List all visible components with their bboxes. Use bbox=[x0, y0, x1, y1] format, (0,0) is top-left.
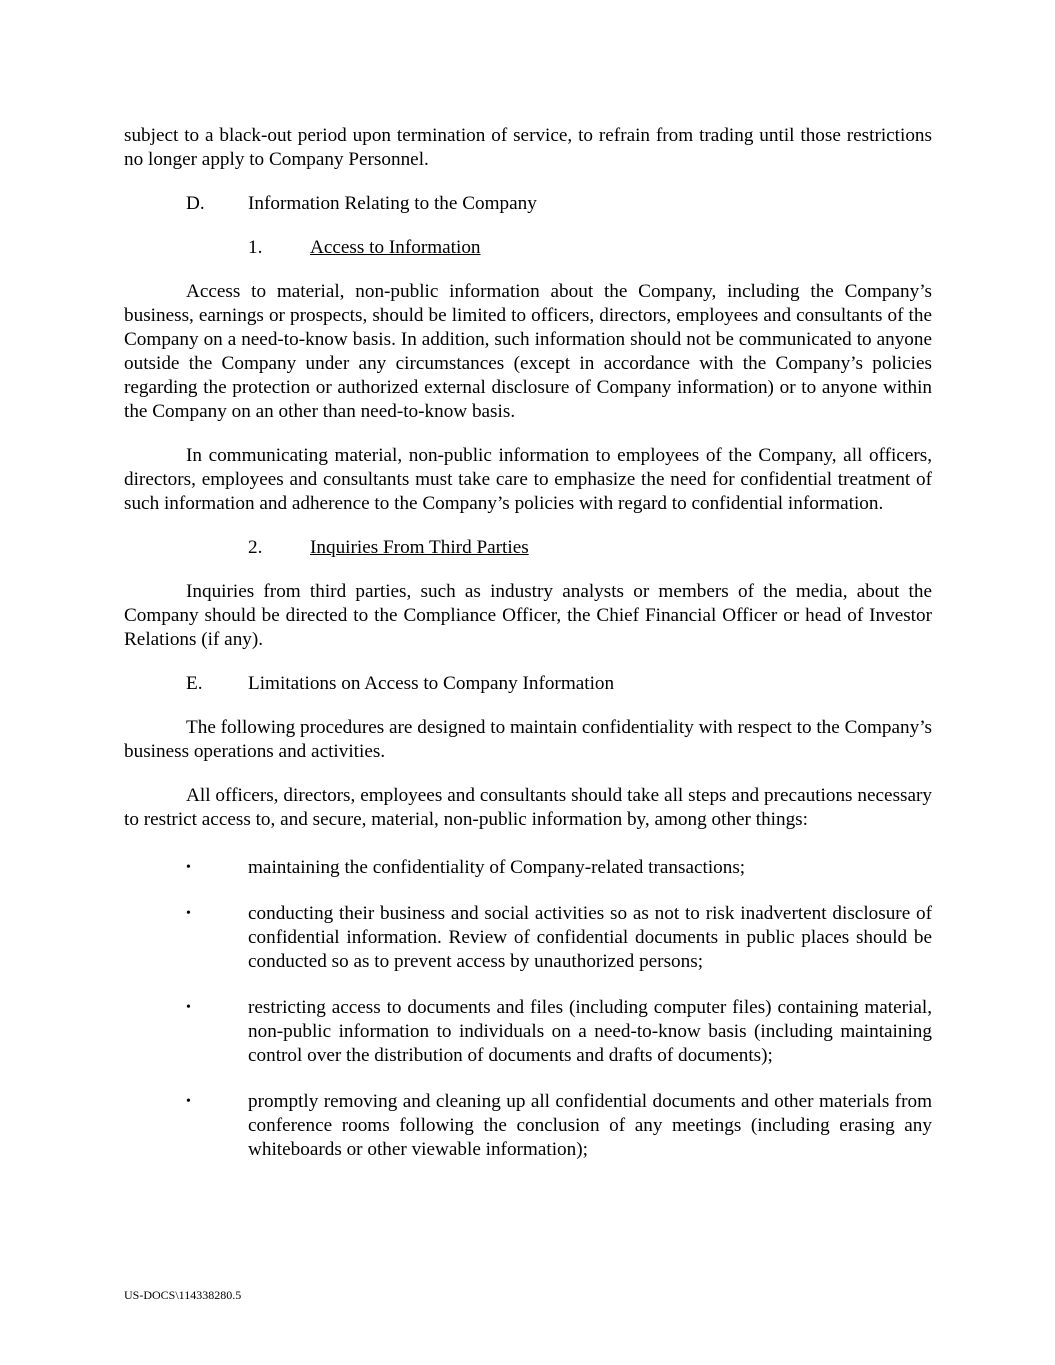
bullet-item bbox=[124, 902, 932, 974]
subsection-2-title: Inquiries From Third Parties bbox=[310, 537, 529, 558]
subsection-1-number: 1. bbox=[248, 237, 263, 258]
access-paragraph-1: Access to material, non-public information about the Company, including the Company’s business, earnings or prospects, should be limited to officers, directors, employees and consultants of the Company on a need-to-know basis. In addition, such information should not be communicated to anyone outside the Company under any circumstances (except in accordance with the Company’s policies regarding the protection or authorized external disclosure of Company information) or to anyone within the Company on an other than need-to-know basis. bbox=[124, 281, 932, 422]
section-e-title: Limitations on Access to Company Information bbox=[248, 673, 615, 694]
document-body bbox=[124, 124, 932, 1184]
section-d-number: D. bbox=[186, 193, 205, 214]
subsection-1-heading bbox=[124, 236, 932, 260]
bullet-text: conducting their business and social activities so as not to risk inadvertent disclosure of confidential information. Review of confidential documents in public places should be conducted so as to prevent access by unauthorized persons; bbox=[248, 903, 932, 972]
bullet-icon: • bbox=[186, 906, 191, 921]
limitations-paragraph-2: All officers, directors, employees and consultants should take all steps and precautions necessary to restrict access to, and secure, material, non-public information by, among other things: bbox=[124, 785, 932, 830]
section-e-heading bbox=[124, 672, 932, 696]
section-e-number: E. bbox=[186, 673, 203, 694]
bullet-icon: • bbox=[186, 1094, 191, 1109]
limitations-paragraph-1: The following procedures are designed to maintain confidentiality with respect to the Company’s business operations and activities. bbox=[124, 717, 932, 762]
footer-document-id: US-DOCS\114338280.5 bbox=[124, 1288, 242, 1302]
subsection-2-number: 2. bbox=[248, 537, 263, 558]
bullet-text: promptly removing and cleaning up all confidential documents and other materials from conference rooms following the conclusion of any meetings (including erasing any whiteboards or other viewable information); bbox=[248, 1091, 932, 1160]
bullet-text: restricting access to documents and files (including computer files) containing material, non-public information to individuals on a need-to-know basis (including maintaining control over the distribution of documents and drafts of documents); bbox=[248, 997, 932, 1066]
bullet-item bbox=[124, 996, 932, 1068]
bullet-item bbox=[124, 1090, 932, 1162]
subsection-1-title: Access to Information bbox=[310, 237, 481, 258]
section-d-heading bbox=[124, 192, 932, 216]
inquiries-paragraph: Inquiries from third parties, such as industry analysts or members of the media, about the Company should be directed to the Compliance Officer, the Chief Financial Officer or head of Investor Relations (if any). bbox=[124, 581, 932, 650]
section-d-title: Information Relating to the Company bbox=[248, 193, 537, 214]
subsection-2-heading bbox=[124, 536, 932, 560]
continued-paragraph: subject to a black-out period upon termination of service, to refrain from trading until those restrictions no longer apply to Company Personnel. bbox=[124, 125, 932, 170]
bullet-text: maintaining the confidentiality of Company-related transactions; bbox=[248, 857, 746, 878]
access-paragraph-2: In communicating material, non-public information to employees of the Company, all officers, directors, employees and consultants must take care to emphasize the need for confidential treatment of such information and adherence to the Company’s policies with regard to confidential information. bbox=[124, 445, 932, 514]
bullet-icon: • bbox=[186, 1000, 191, 1015]
bullet-item bbox=[124, 856, 932, 880]
bullet-icon: • bbox=[186, 860, 191, 875]
